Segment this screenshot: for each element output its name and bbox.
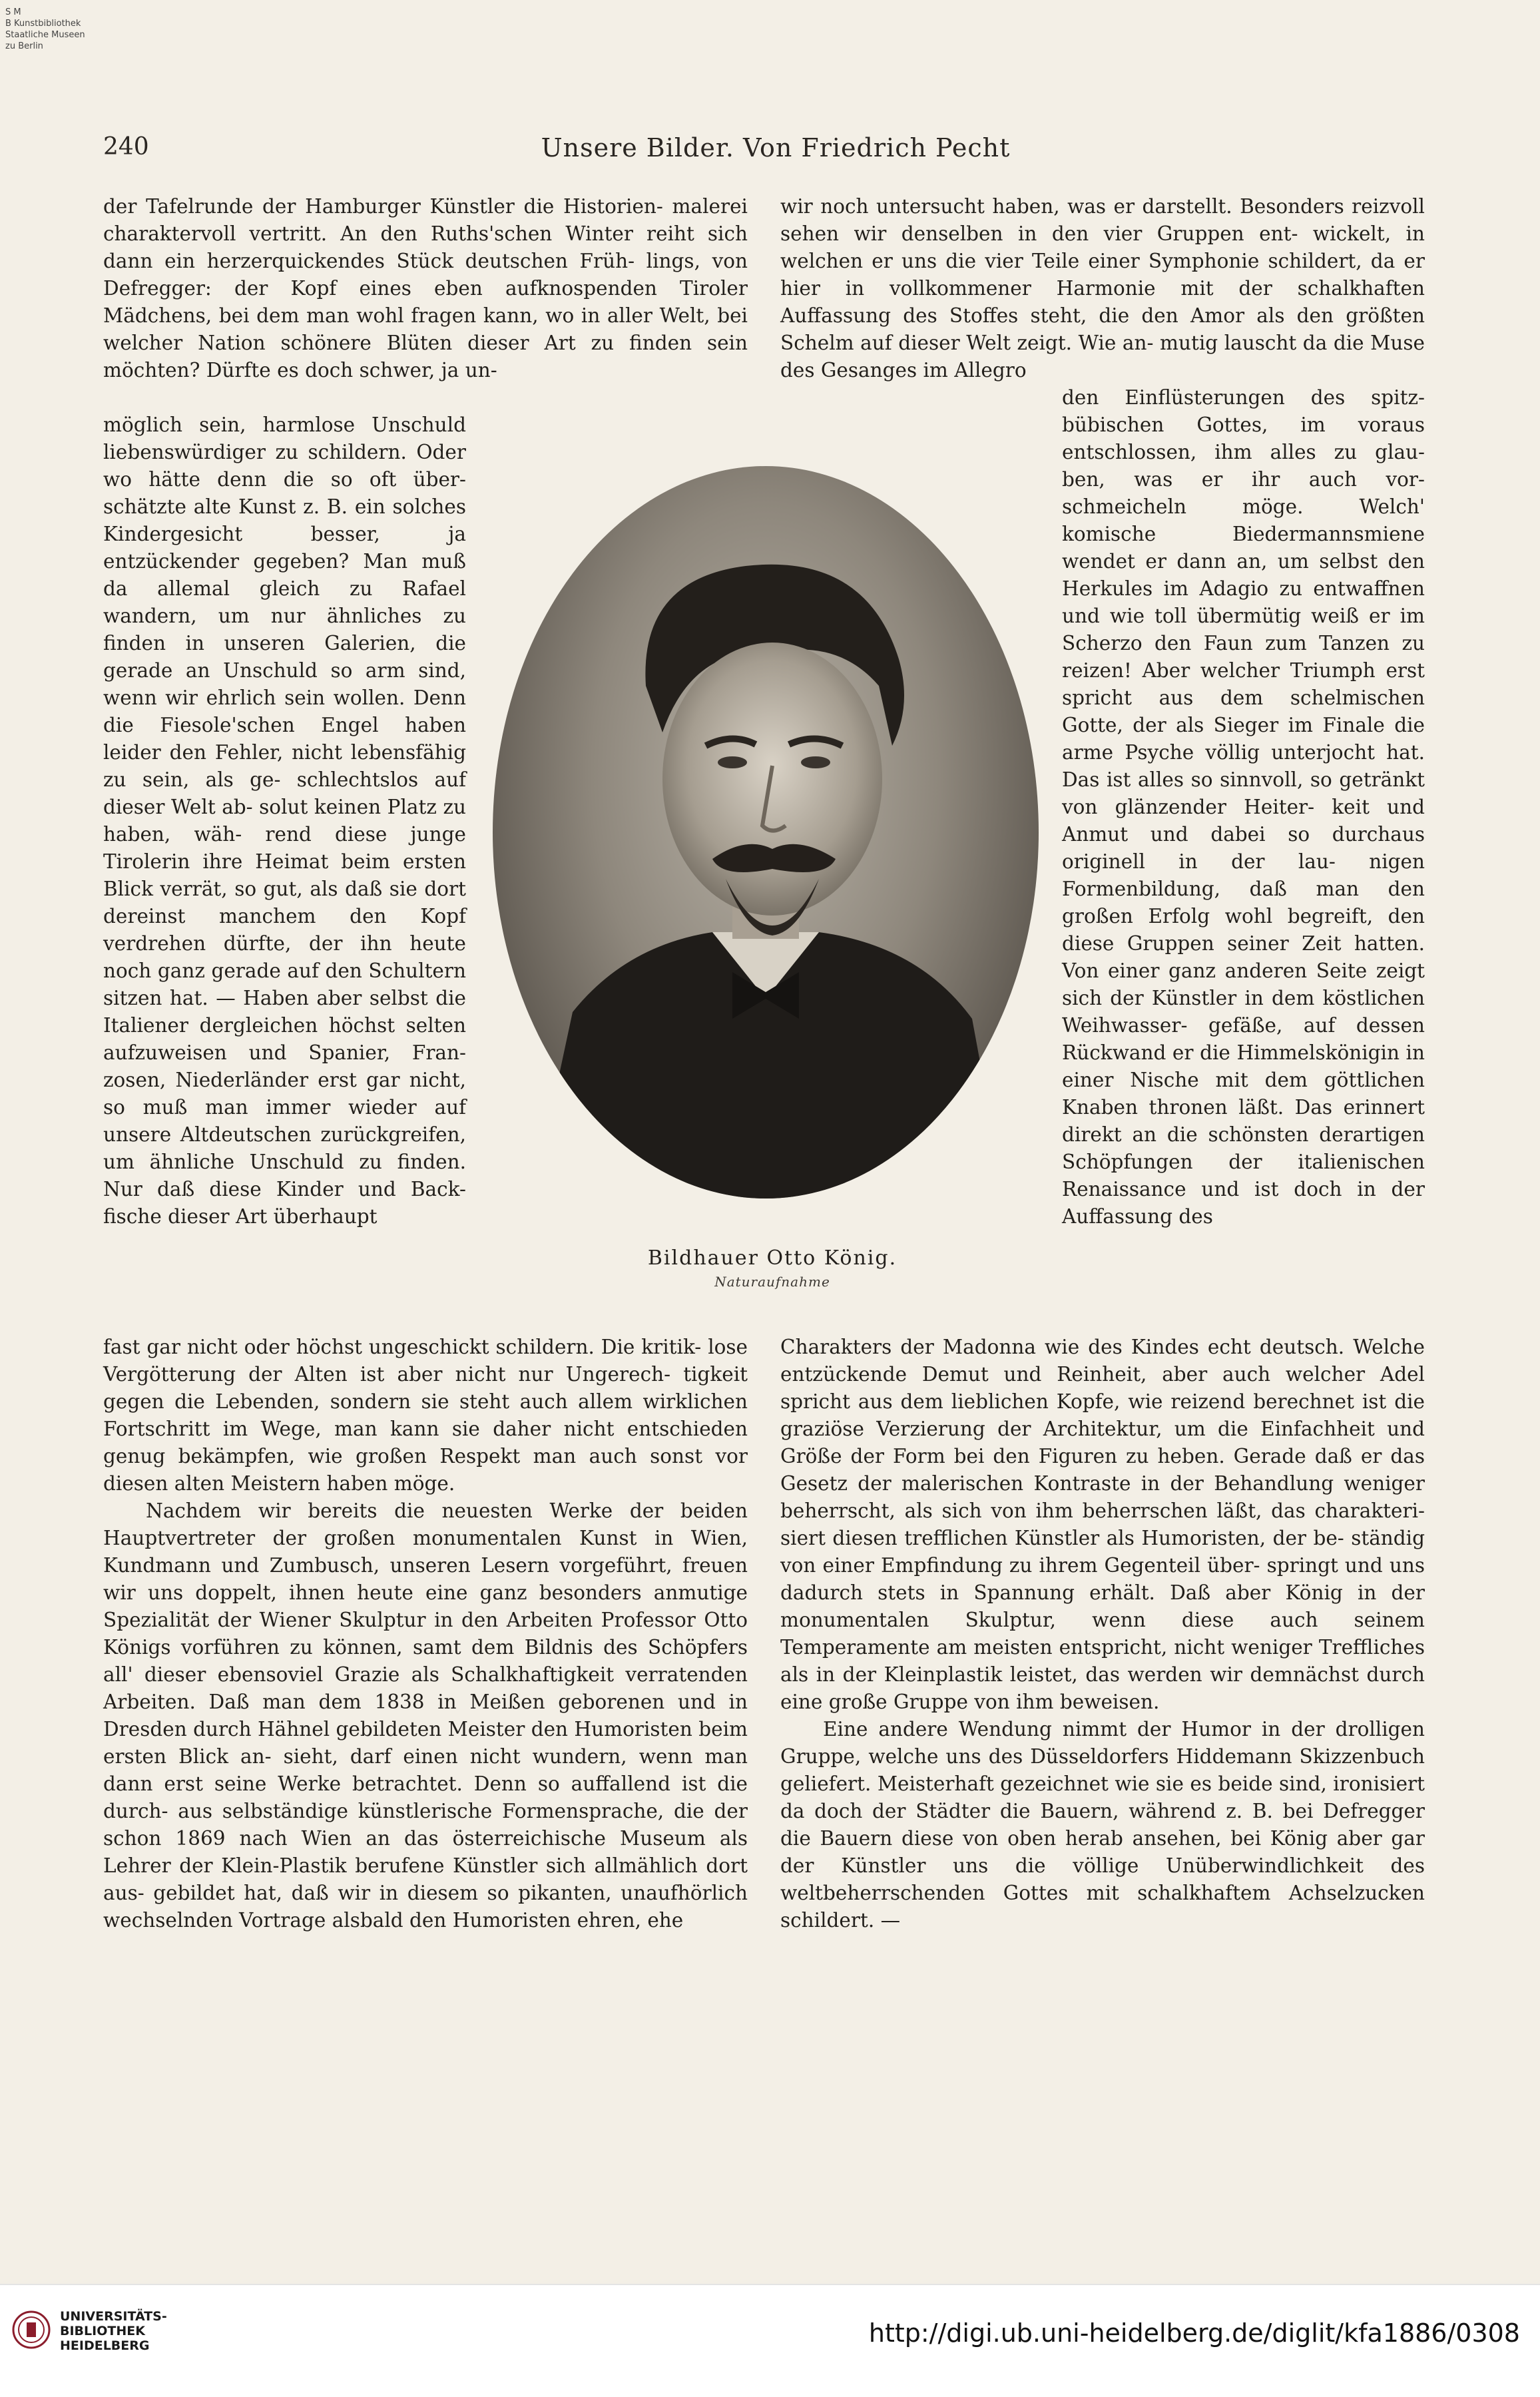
paragraph: Eine andere Wendung nimmt der Humor in der drolligen Gruppe, welche uns des Düsseldorfers Hiddemann Skizzenbuch geliefert. Meisterhaft gezeichnet wie sie es beide sind, ironisiert da doch der Städter die Bauern, während z. B. bei Defregger die Bauern diese von oben herab ansehen, bei König aber gar der Künstler uns die völlige Unüberwindlichkeit des weltbeherrschenden Gottes mit schalkhaftem Achselzucken schildert. — [780,1718,1425,1932]
stamp-line: Staatliche Museen [5,30,85,40]
institution-line: HEIDELBERG [60,2338,150,2353]
photo-credit: Naturaufnahme [714,1274,830,1290]
paragraph: möglich sein, harmlose Unschuld liebenswürdiger zu schildern. Oder wo hätte denn die so oft über- schätzte alte Kunst z. B. ein solches Kindergesicht besser, ja entzückender gegeben? Man muß da allemal gleich zu Rafael wandern, um nur ähnliches zu finden in unseren Galerien, die gerade an Unschuld so arm sind, wenn wir ehrlich sein wollen. Denn die Fiesole'schen Engel haben leider den Fehler, nicht lebensfähig zu sein, als ge- schlechtslos auf dieser Welt ab- solut keinen Platz zu haben, wäh- rend diese junge Tirolerin ihre Heimat beim ersten Blick verrät, so gut, als daß sie dort dereinst manchem den Kopf verdrehen dürfte, der ihn heute noch ganz gerade auf den Schultern sitzen hat. — Haben aber selbst die Italiener dergleichen höchst selten aufzuweisen und Spanier, Fran- zosen, Niederländer erst gar nicht, so muß man immer wieder auf unsere Altdeutschen zurückgreifen, um ähnliche Unschuld zu finden. Nur daß diese Kinder und Back- fische dieser Art überhaupt [103,413,466,1228]
stamp-line: B Kunstbibliothek [5,19,81,29]
figure-caption: Bildhauer Otto König. [647,1246,898,1270]
right-column-top [780,193,1425,384]
left-column-beside-portrait [103,411,466,1230]
paragraph: den Einflüsterungen des spitz- bübischen Gottes, im voraus entschlossen, ihm alles zu glau- ben, was er ihr auch vor- schmeicheln möge. Welch' komische Biedermannsmiene wendet er dann an, um selbst den Herkules im Adagio zu entwaffnen und wie toll übermütig weiß er im Scherzo den Faun zum Tanzen zu reizen! Aber welcher Triumph erst spricht aus dem schelmischen Gotte, der als Sieger im Finale die arme Psyche völlig unterjocht hat. Das ist alles so sinnvoll, so getränkt von glänzender Heiter- keit und Anmut und dabei so durchaus originell in der lau- nigen Formenbildung, daß man den großen Erfolg wohl begreift, den diese Gruppen seiner Zeit hatten. Von einer ganz anderen Seite zeigt sich der Künstler in dem köstlichen Weihwasser- gefäße, auf dessen Rückwand er die Himmelskönigin in einer Nische mit dem göttlichen Knaben thronen läßt. Das erinnert direkt an die schönsten derartigen Schöpfungen der italienischen Renaissance und ist doch in der Auffassung des [1062,386,1425,1228]
paragraph: fast gar nicht oder höchst ungeschickt schildern. Die kritik- lose Vergötterung der Alten ist aber nicht nur Ungerech- tigkeit gegen die Lebenden, sondern sie steht auch allem wirklichen Fortschritt im Wege, man kann sie daher nicht entschieden genug bekämpfen, wie großen Respekt man auch sonst vor diesen alten Meistern haben möge. [103,1336,748,1495]
right-column-bottom [780,1334,1425,1934]
institution-name [60,2309,167,2353]
right-column-beside-portrait [1062,384,1425,1230]
portrait-figure [479,466,1052,1238]
page-number: 240 [103,133,149,160]
running-title: Unsere Bilder. Von Friedrich Pecht [541,133,1011,162]
page-header [103,133,1448,173]
paragraph: der Tafelrunde der Hamburger Künstler die Historien- malerei charaktervoll vertritt. An den Ruths'schen Winter reiht sich dann ein herzerquickendes Stück deutschen Früh- lings, von Defregger: der Kopf eines eben aufknospenden Tiroler Mädchens, bei dem man wohl fragen kann, wo in aller Welt, bei welcher Nation schönere Blüten dieser Art zu finden sein möchten? Dürfte es doch schwer, ja un- [103,195,748,382]
stamp-line: S M [5,7,21,17]
library-stamp [5,7,112,52]
paragraph: Nachdem wir bereits die neuesten Werke der beiden Hauptvertreter der großen monumentalen Kunst in Wien, Kundmann und Zumbusch, unseren Lesern vorgeführt, freuen wir uns doppelt, ihnen heute eine ganz besonders anmutige Spezialität der Wiener Skulptur in den Arbeiten Professor Otto Königs vorführen zu können, samt dem Bildnis des Schöpfers all' dieser ebensoviel Grazie als Schalkhaftigkeit verratenden Arbeiten. Daß man dem 1838 in Meißen geborenen und in Dresden durch Hähnel gebildeten Meister den Humoristen beim ersten Blick an- sieht, darf einen nicht wundern, wenn man dann erst seine Werke betrachtet. Denn so auffallend ist die durch- aus selbständige künstlerische Formensprache, die der schon 1869 nach Wien an das österreichische Museum als Lehrer der Klein-Plastik berufene Künstler sich allmählich dort aus- gebildet hat, daß wir in diesem so pikanten, unaufhörlich wechselnden Vortrage alsbald den Humoristen ehren, ehe [103,1499,748,1932]
university-seal-icon [12,2310,51,2349]
portrait-photo [493,466,1039,1198]
institution-line: BIBLIOTHEK [60,2324,145,2338]
source-url-link[interactable]: http://digi.ub.uni-heidelberg.de/diglit/kfa1886/0308 [868,2318,1520,2348]
stamp-line: zu Berlin [5,41,43,51]
portrait-illustration [493,466,1039,1198]
institution-line: UNIVERSITÄTS- [60,2309,167,2324]
paragraph: Charakters der Madonna wie des Kindes echt deutsch. Welche entzückende Demut und Reinheit, aber auch welcher Adel spricht aus dem lieblichen Kopfe, wie reizend berechnet ist die graziöse Verzierung der Architektur, um die Einfachheit und Größe der Form bei den Figuren zu heben. Gerade daß er das Gesetz der malerischen Kontraste in der Behandlung weniger beherrscht, als sich von ihm beherrschen läßt, das charakteri- siert diesen trefflichen Künstler als Humoristen, der be- ständig von einer Empfindung zu ihrem Gegenteil über- springt und uns dadurch stets in Spannung erhält. Daß aber König in der monumentalen Skulptur, wenn diese auch seinem Temperamente am meisten entspricht, nicht weniger Treffliches als in der Kleinplastik leistet, das werden wir demnächst durch eine große Gruppe von ihm beweisen. [780,1336,1425,1713]
paragraph: wir noch untersucht haben, was er darstellt. Besonders reizvoll sehen wir denselben in den vier Gruppen ent- wickelt, in welchen er uns die vier Teile einer Symphonie schildert, da er hier in vollkommener Harmonie mit der schalkhaften Auffassung des Stoffes steht, die den Amor als den größten Schelm auf dieser Welt zeigt. Wie an- mutig lauscht da die Muse des Gesanges im Allegro [780,195,1425,382]
left-column-top [103,193,748,384]
left-column-bottom [103,1334,748,1934]
